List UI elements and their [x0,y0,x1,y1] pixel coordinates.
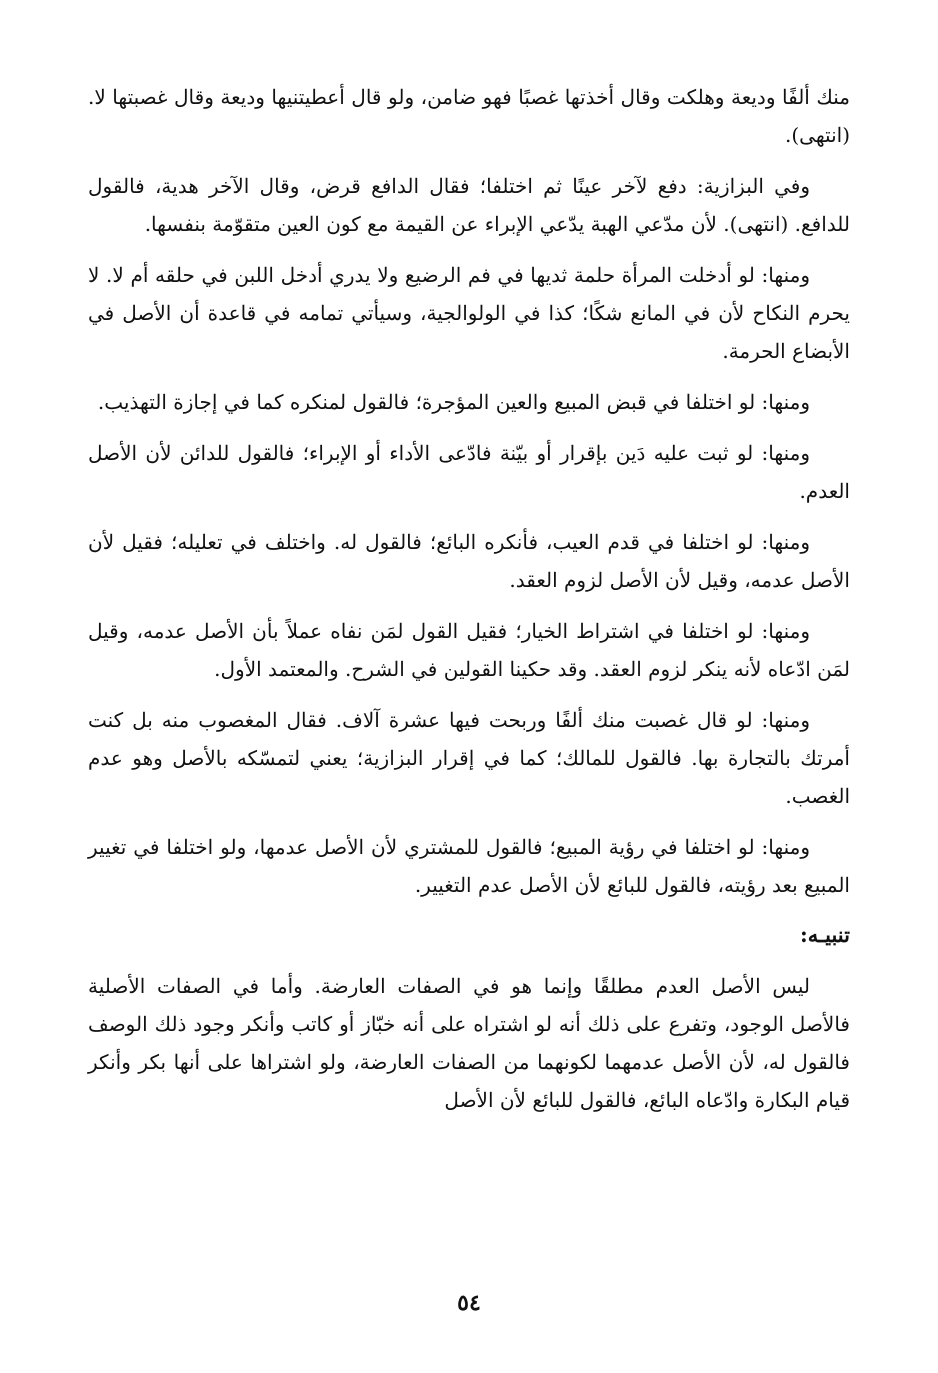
paragraph-4: ومنها: لو اختلفا في قبض المبيع والعين المؤجرة؛ فالقول لمنكره كما في إجازة التهذيب. [97,390,810,414]
paragraph-8: ومنها: لو قال غصبت منك ألفًا وربحت فيها عشرة آلاف. فقال المغصوب منه بل كنت أمرتك بالتجارة بها. فالقول للمالك؛ كما في إقرار البزازية؛ يعني لتمسّكه بالأصل وهو عدم الغصب. [88,708,850,808]
section-heading: تنبيـه: [799,922,850,947]
paragraph-7: ومنها: لو اختلفا في اشتراط الخيار؛ فقيل القول لمَن نفاه عملاً بأن الأصل عدمه، وقيل لمَن ادّعاه لأنه ينكر لزوم العقد. وقد حكينا القولين في الشرح. والمعتمد الأول. [88,619,850,681]
paragraph-2: وفي البزازية: دفع لآخر عينًا ثم اختلفا؛ فقال الدافع قرض، وقال الآخر هدية، فالقول للدافع. (انتهى). لأن مدّعي الهبة يدّعي الإبراء عن القيمة مع كون العين متقوّمة بنفسها. [88,174,850,236]
closing-paragraph: ليس الأصل العدم مطلقًا وإنما هو في الصفات العارضة. وأما في الصفات الأصلية فالأصل الوجود، وتفرع على ذلك أنه لو اشتراه على أنه خبّاز أو كاتب وأنكر وجود ذلك الوصف فالقول له، لأن الأصل عدمهما لكونهما من الصفات العارضة، ولو اشتراها على أنها بكر وأنكر قيام البكارة وادّعاه البائع، فالقول للبائع لأن الأصل [88,974,850,1112]
paragraph-6: ومنها: لو اختلفا في قدم العيب، فأنكره البائع؛ فالقول له. واختلف في تعليله؛ فقيل لأن الأصل عدمه، وقيل لأن الأصل لزوم العقد. [88,530,850,592]
paragraph-5: ومنها: لو ثبت عليه دَين بإقرار أو بيّنة فادّعى الأداء أو الإبراء؛ فالقول للدائن لأن الأصل العدم. [88,441,850,503]
page-body [88,78,850,1132]
paragraph-9: ومنها: لو اختلفا في رؤية المبيع؛ فالقول للمشتري لأن الأصل عدمها، ولو اختلفا في تغيير المبيع بعد رؤيته، فالقول للبائع لأن الأصل عدم التغيير. [88,835,850,897]
paragraph-3: ومنها: لو أدخلت المرأة حلمة ثديها في فم الرضيع ولا يدري أدخل اللبن في حلقه أم لا. لا يحرم النكاح لأن في المانع شكًا؛ كذا في الولوالجية، وسيأتي تمامه في قاعدة أن الأصل في الأبضاع الحرمة. [88,263,850,363]
page-number: ٥٤ [457,1290,481,1316]
paragraph-1: منك ألفًا وديعة وهلكت وقال أخذتها غصبًا فهو ضامن، ولو قال أعطيتنيها وديعة وقال غصبتها لا. (انتهى). [88,85,850,147]
